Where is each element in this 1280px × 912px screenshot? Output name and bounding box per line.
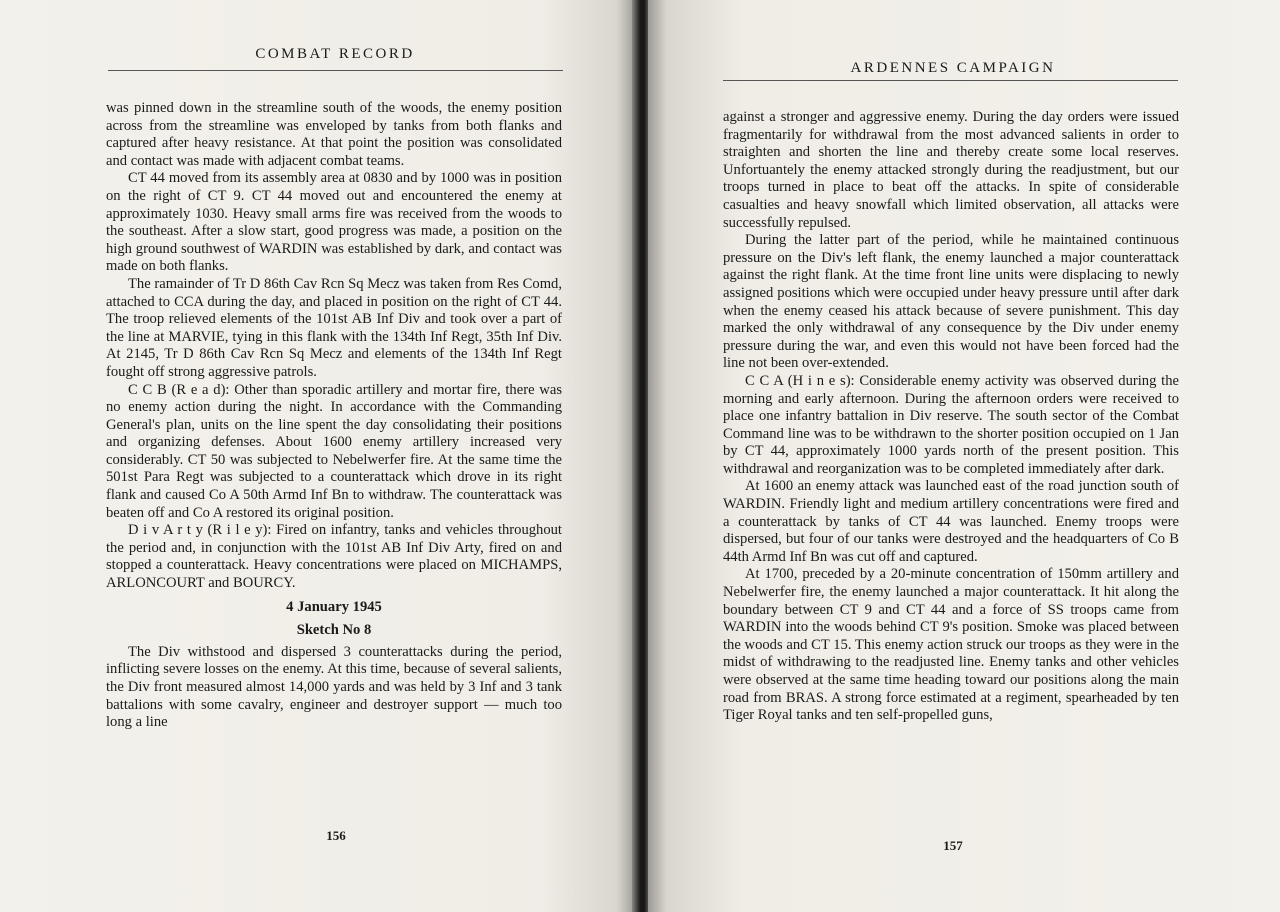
left-page-body — [106, 100, 562, 732]
paragraph: against a stronger and aggressive enemy. During the day orders were issued fragmentarily for withdrawal from the most advanced salients in order to straighten and shorten the line and thereby create some local reserves. Unfortuantely the enemy attacked strongly during the readjustment, but our troops turned in place to beat off the attacks. In spite of considerable casualties and heavy snowfall which limited observation, all attacks were successfully repulsed. — [723, 109, 1179, 231]
right-page — [648, 0, 1280, 912]
sketch-heading: Sketch No 8 — [296, 622, 372, 639]
page-number-left: 156 — [326, 828, 346, 843]
paragraph: C C B (R e a d): Other than sporadic artillery and mortar fire, there was no enemy action during the night. In accordance with the Commanding General's plan, units on the line spent the day consolidating their positions and organizing defenses. About 1600 enemy artillery increased very considerably. CT 50 was subjected to Nebelwerfer fire. At the same time the 501st Para Regt was subjected to a counterattack which drove in its right flank and caused Co A 50th Armd Inf Bn to withdraw. The counterattack was beaten off and Co A restored its original position. — [106, 381, 562, 521]
paragraph: CT 44 moved from its assembly area at 0830 and by 1000 was in position on the right of CT 9. CT 44 moved out and encountered the enemy at approximately 1030. Heavy small arms fire was received from the woods to the southeast. After a slow start, good progress was made, a position on the high ground southwest of WARDIN was established by dark, and contact was made on both flanks. — [106, 170, 562, 275]
header-rule-left — [108, 70, 563, 71]
paragraph: During the latter part of the period, while he maintained continuous pressure on the Div's left flank, the enemy launched a major counterattack against the right flank. At the time front line units were displacing to newly assigned positions which were occupied under heavy pressure until after dark when the enemy ceased his attack because of severe punishment. This day marked the only withdrawal of any consequence by the Div under enemy pressure during the war, and even this would not have been forced had the line not been over-extended. — [723, 232, 1179, 372]
running-head-left: COMBAT RECORD — [255, 46, 415, 62]
date-heading: 4 January 1945 — [286, 598, 382, 615]
paragraph: At 1600 an enemy attack was launched east of the road junction south of WARDIN. Friendly light and medium artillery concentrations were fired and a counterattack by tanks of CT 44 was launched. Enemy troops were dispersed, but four of our tanks were destroyed and the headquarters of Co B 44th Armd Inf Bn was cut off and captured. — [723, 478, 1179, 565]
left-page — [0, 0, 636, 912]
header-rule-right — [723, 80, 1178, 81]
paragraph: was pinned down in the streamline south of the woods, the enemy position across from the streamline was enveloped by tanks from both flanks and captured after heavy resistance. At that point the position was consolidated and contact was made with adjacent combat teams. — [106, 100, 562, 169]
paragraph: At 1700, preceded by a 20-minute concentration of 150mm artillery and Nebelwerfer fire, the enemy launched a major counterattack. It hit along the boundary between CT 9 and CT 44 and a force of SS troops came from WARDIN into the woods behind CT 9's position. Smoke was placed between the woods and CT 15. This enemy action struck our troops as they were in the midst of withdrawing to the readjusted line. Enemy tanks and other vehicles were observed at the same time heading toward our positions along the main road from BRAS. A strong force estimated at a regiment, spearheaded by ten Tiger Royal tanks and ten self-propelled guns, — [723, 566, 1179, 724]
running-head-right: ARDENNES CAMPAIGN — [850, 60, 1056, 76]
right-page-body — [723, 109, 1179, 725]
page-number-right: 157 — [943, 838, 963, 853]
paragraph: C C A (H i n e s): Considerable enemy activity was observed during the morning and early afternoon. During the afternoon orders were received to place one infantry battalion in Div reserve. The south sector of the Combat Command line was to be withdrawn to the shorter position occupied on 1 Jan by CT 44, approximately 1000 yards north of the present position. This withdrawal and reorganization was to be completed immediately after dark. — [723, 372, 1179, 477]
paragraph: The ramainder of Tr D 86th Cav Rcn Sq Mecz was taken from Res Comd, attached to CCA during the day, and placed in position on the right of CT 44. The troop relieved elements of the 101st AB Inf Div and took over a part of the line at MARVIE, tying in this flank with the 134th Inf Regt, 35th Inf Div. At 2145, Tr D 86th Cav Rcn Sq Mecz and elements of the 134th Inf Regt fought off strong aggressive patrols. — [106, 275, 562, 380]
paragraph: The Div withstood and dispersed 3 counterattacks during the period, inflicting severe losses on the enemy. At this time, because of several salients, the Div front measured almost 14,000 yards and was held by 3 Inf and 3 tank battalions with some cavalry, engineer and destroyer support — much too long a line — [106, 643, 562, 731]
paragraph: D i v A r t y (R i l e y): Fired on infantry, tanks and vehicles throughout the period and, in conjunction with the 101st AB Inf Div Arty, fired on and stopped a counterattack. Heavy concentrations were placed on MICHAMPS, ARLONCOURT and BOURCY. — [106, 522, 562, 592]
